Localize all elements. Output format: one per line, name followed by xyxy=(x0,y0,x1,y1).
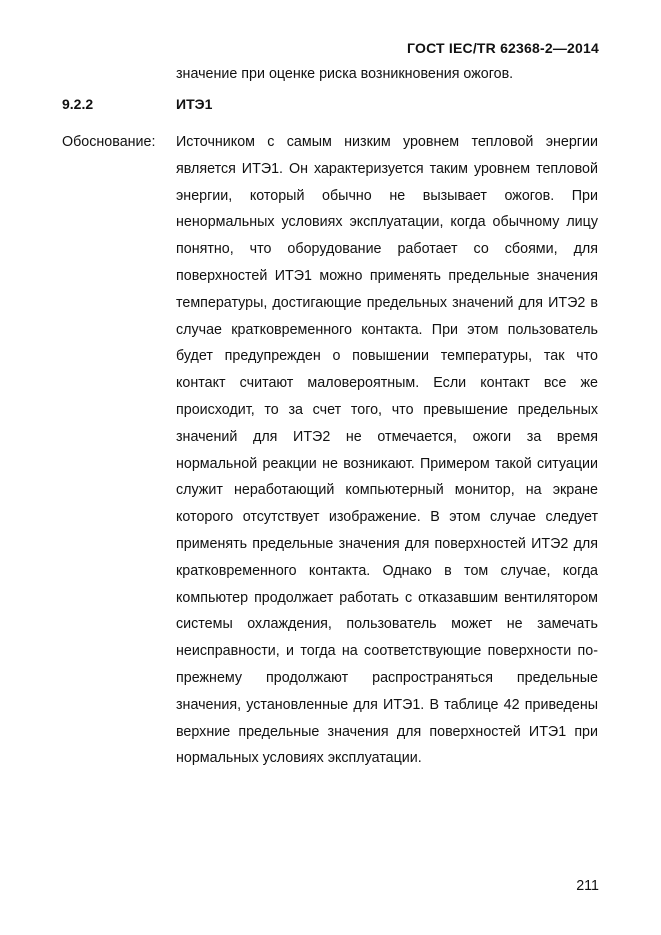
document-header: ГОСТ IEC/TR 62368-2—2014 xyxy=(407,40,599,56)
rationale-label: Обоснование: xyxy=(62,134,156,150)
section-title: ИТЭ1 xyxy=(176,96,213,112)
rationale-paragraph: Источником с самым низким уровнем тепловой энергии является ИТЭ1. Он характеризуется таким уровнем тепловой энергии, который обычно не вызывает ожогов. При ненормальных условиях эксплуатации, когда обычному лицу понятно, что оборудование работает со сбоями, для поверхностей ИТЭ1 можно применять предельные значения температуры, достигающие предельных значений для ИТЭ2 в случае кратковременного контакта. При этом пользователь будет предупрежден о повышении температуры, так что контакт считают маловероятным. Если контакт все же происходит, то за счет того, что превышение предельных значений для ИТЭ2 не отмечается, ожоги за время нормальной реакции не возникают. Примером такой ситуации служит неработающий компьютерный монитор, на экране которого отсутствует изображение. В этом случае следует применять предельные значения для поверхностей ИТЭ2 для кратковременного контакта. Однако в том случае, когда компьютер продолжает работать с отказавшим вентилятором системы охлаждения, пользователь может не замечать неисправности, и тогда на соответствующие поверхности по-прежнему продолжают распространяться предельные значения, установленные для ИТЭ1. В таблице 42 приведены верхние предельные значения для поверхностей ИТЭ1 при нормальных условиях эксплуатации. xyxy=(176,134,598,767)
page-number: 211 xyxy=(576,878,599,894)
continued-text-line: значение при оценке риска возникновения ожогов. xyxy=(176,66,514,82)
section-number: 9.2.2 xyxy=(62,96,94,112)
